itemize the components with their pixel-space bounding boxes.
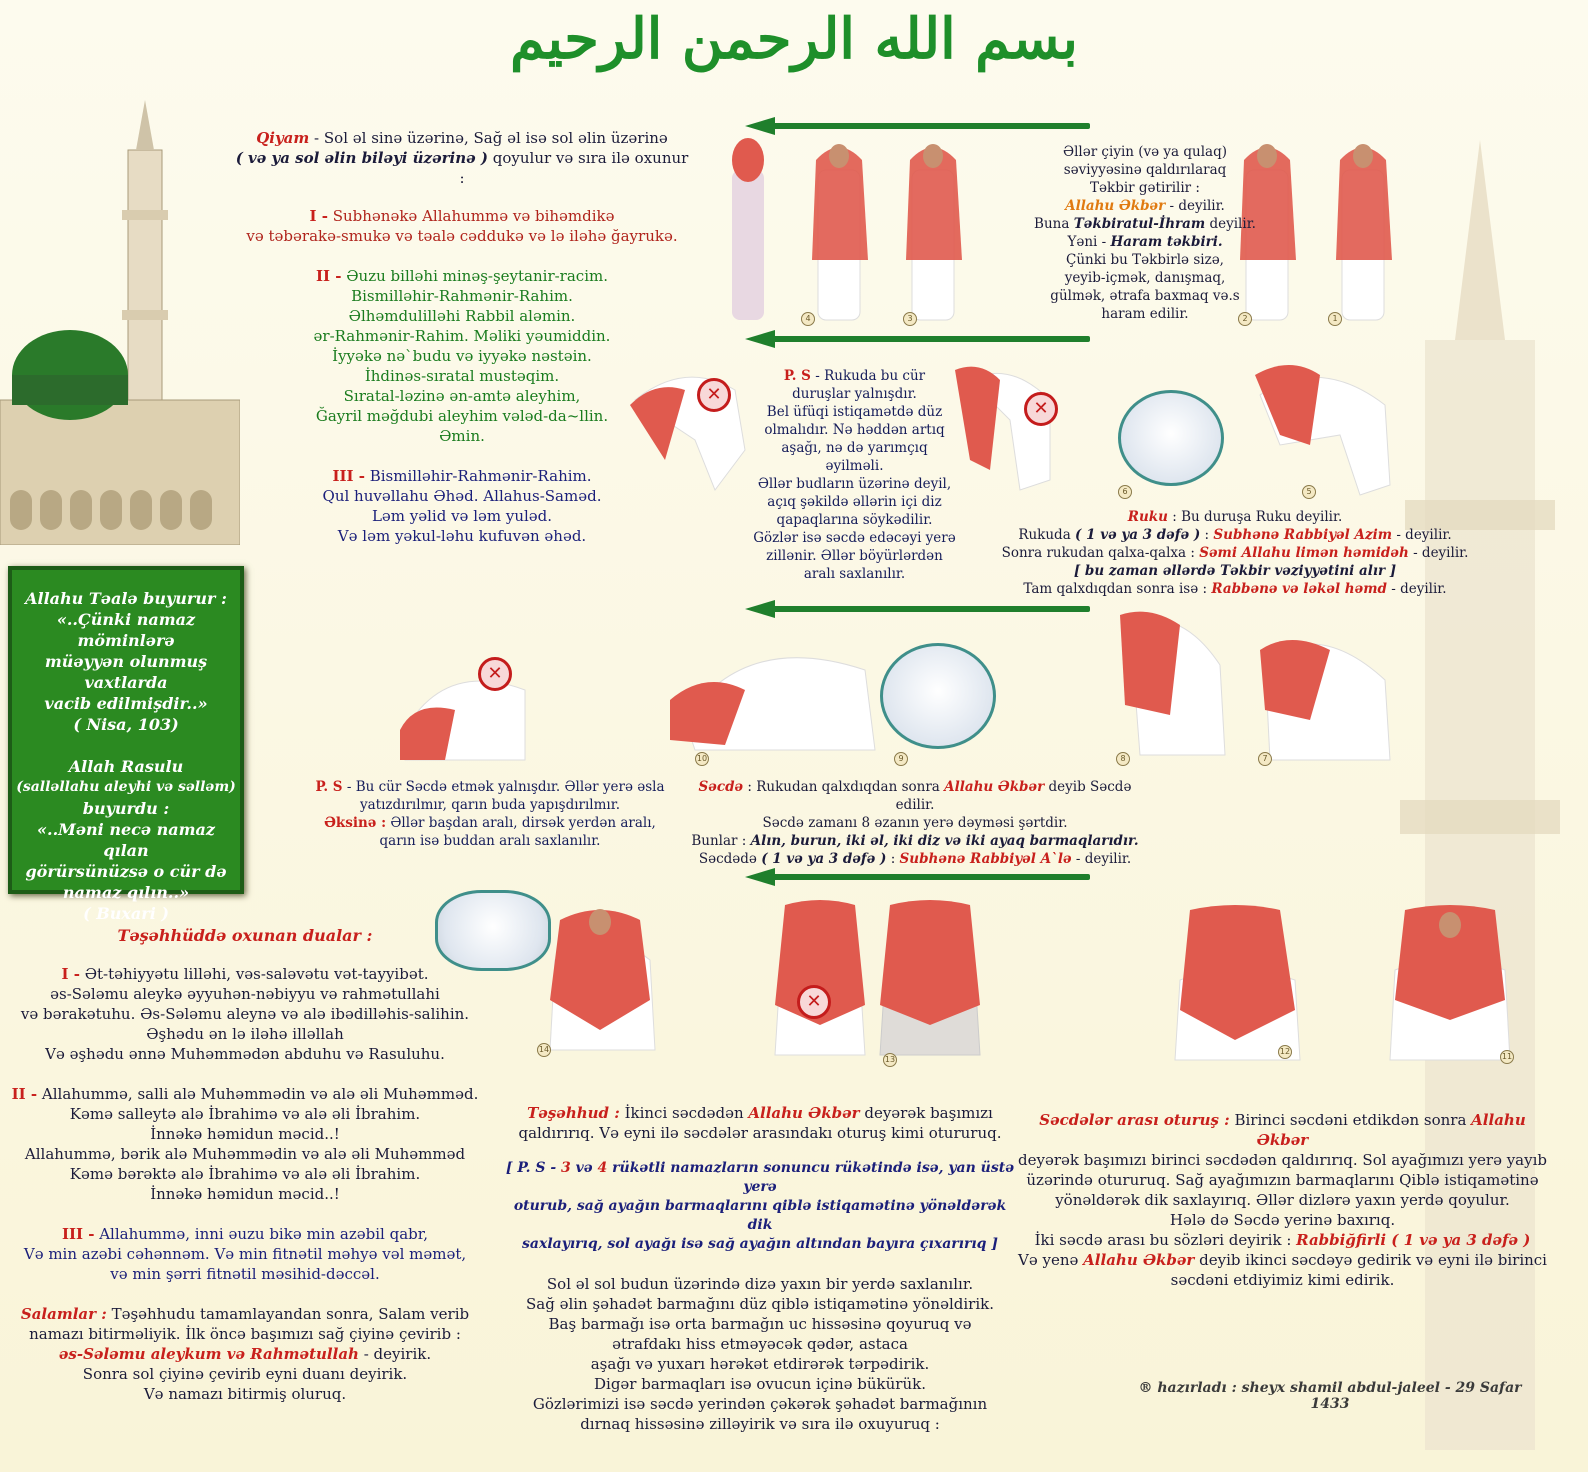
figure-number: 11 — [1500, 1050, 1514, 1064]
ps-line: - Bu cür Səcdə etmək yalnışdır. Əllər yerə əsla — [342, 779, 665, 795]
final-sitting-wrong-figure — [770, 895, 870, 1065]
quote-line: müəyyən olunmuş vaxtlarda — [44, 652, 208, 692]
ruku-line: - deyilir. — [1392, 527, 1452, 543]
sajda-body-parts: Alın, burun, iki əl, iki diz və iki ayaq barmaqlarıdır. — [750, 833, 1139, 849]
takbir-line: Təkbir gətirilir : — [1090, 180, 1200, 196]
dua-line: İnnəkə həmidun məcid..! — [150, 1185, 340, 1203]
dua-line: Və ləm yəkul-ləhu kufuvən əhəd. — [337, 527, 587, 545]
figure-number: 14 — [537, 1043, 551, 1057]
dua-line: Əşhədu ən lə iləhə illəllah — [146, 1025, 344, 1043]
rakah-number: 4 — [597, 1160, 608, 1176]
tashahhud-phrase: Allahu Əkbər — [748, 1104, 860, 1122]
dua-line: Bismilləhir-Rahmənir-Rahim. — [364, 467, 592, 485]
ruku-count: ( 1 və ya 3 dəfə ) — [1075, 527, 1201, 543]
ruku-line: Tam qalxdıqdan sonra isə : — [1023, 581, 1212, 597]
tashahhud-line: Gözlərimizi isə səcdə yerindən çəkərək şəhadət barmağının — [532, 1395, 988, 1413]
ps-line: qarın isə buddan aralı saxlanılır. — [379, 833, 601, 849]
takbir-line: yeyib-içmək, danışmaq, — [1064, 270, 1226, 286]
dua-line: Və əşhədu ənnə Muhəmmədən abduhu və Rasuluhu. — [45, 1045, 445, 1063]
salam-term: Salamlar : — [20, 1305, 107, 1323]
ps-label: P. S — [315, 779, 343, 795]
ps-line: qapaqlarına söykədilir. — [776, 512, 933, 528]
takbir-line: deyilir. — [1205, 216, 1256, 232]
quote-line: görürsünüzsə o cür də — [25, 862, 227, 881]
quote-line: buyurdu : — [82, 799, 170, 818]
sajda-kneeling-figure — [1250, 620, 1395, 765]
tashahhud-ps: saxlayırıq, sol ayağı isə sağ ayağın altından bayıra çıxarırıq ] — [522, 1236, 998, 1252]
dua-line: Və min azəbi cəhənnəm. Və min fitnətil məhyə vəl məmət, — [23, 1245, 467, 1263]
quote-line: Allah Rasulu — [68, 757, 184, 776]
sura-number: II - — [316, 267, 342, 285]
dua-number: I - — [61, 965, 80, 983]
dua-line: Ğayril məğdubi aleyhim vələd-da~llin. — [315, 407, 609, 425]
qiyam-line: qoyulur və sıra ilə oxunur : — [459, 149, 689, 187]
sajda-feet-zoom — [880, 643, 996, 749]
sajda-phrase: Allahu Əkbər — [944, 779, 1045, 795]
ps-line: yatızdırılmır, qarın buda yapışdırılmır. — [359, 797, 620, 813]
ruku-line: : Bu duruşa Ruku deyilir. — [1167, 509, 1343, 525]
dua-line: Kəmə bərəktə alə İbrahimə və alə əli İbrahim. — [69, 1165, 421, 1183]
tashahhud-line: Digər barmaqları isə ovucun içinə bükürük. — [594, 1375, 926, 1393]
ruku-line: - deyilir. — [1386, 581, 1447, 597]
figure-number: 10 — [695, 752, 709, 766]
qiyam-line: - Sol əl sinə üzərinə, Sağ əl isə sol əlin üzərinə — [309, 129, 668, 147]
quote-line: «..Çünki namaz möminlərə — [56, 610, 196, 650]
sajda-text — [680, 778, 1150, 868]
sajda-line: : — [886, 851, 900, 867]
dua-line: Əlhəmdulilləhi Rabbil aləmin. — [348, 307, 576, 325]
tashahhud-ps: oturub, sağ ayağın barmaqlarını qiblə istiqamətinə yönəldərək dik — [513, 1198, 1007, 1233]
dua-line: İhdinəs-sıratal mustəqim. — [364, 367, 560, 385]
figure-number: 3 — [903, 312, 917, 326]
sajda-line: deyib Səcdə edilir. — [895, 779, 1132, 813]
sajda-line: Səcdə zamanı 8 əzanın yerə dəyməsi şərtdir. — [762, 815, 1068, 831]
ruku-dhikr: Rabbənə və ləkəl həmd — [1211, 581, 1387, 597]
rakah-number: 3 — [561, 1160, 571, 1176]
takbir-line: Yəni - — [1067, 234, 1111, 250]
salam-line: Sonra sol çiyinə çevirib eyni duanı deyirik. — [82, 1365, 408, 1383]
ps-line: olmalıdır. Nə həddən artıq — [764, 422, 945, 438]
ps-line: - Rukuda bu cür — [810, 368, 926, 384]
quote-line: (salləllahu aleyhi və səlləm) — [16, 779, 236, 795]
tashahhud-line: deyərək başımızı — [859, 1104, 993, 1122]
tashahhud-line: Sol əl sol budun üzərində dizə yaxın bir yerdə saxlanılır. — [546, 1275, 974, 1293]
sajda-ps-note — [300, 778, 680, 850]
standing-figures-qiyam — [720, 130, 970, 330]
between-phrase: Allahu Əkbər — [1256, 1111, 1526, 1149]
tashahhud-line: İkinci səcdədən — [619, 1104, 749, 1122]
ps-line: aşağı, nə də yarımçıq — [781, 440, 928, 456]
wrong-mark-icon: ✕ — [478, 657, 512, 691]
flow-arrow-3 — [745, 600, 1090, 618]
quote-line: vacib edilmişdir..» — [44, 694, 208, 713]
tashahhud-line: Baş barmağı isə orta barmağın uc hissəsinə qoyuruq və — [548, 1315, 972, 1333]
tashahhud-ps: və — [570, 1160, 598, 1176]
dua-line: Subhənəkə Allahummə və bihəmdikə — [327, 207, 615, 225]
dua-line: İyyəkə nə`budu və iyyəkə nəstəin. — [332, 347, 592, 365]
quote-line: ( Buxari ) — [83, 904, 169, 923]
wrong-mark-icon: ✕ — [1024, 392, 1058, 426]
ruku-wrong-figure-2 — [950, 360, 1065, 500]
ruku-line: Sonra rukudan qalxa-qalxa : — [1001, 545, 1200, 561]
between-line: deyərək başımızı birinci səcdədən qaldırırıq. Sol ayağımızı yerə yayıb — [1017, 1151, 1547, 1169]
sajda-term: Səcdə — [698, 779, 744, 795]
takbir-phrase: Allahu Əkbər — [1065, 198, 1166, 214]
takbir-line: Buna — [1034, 216, 1074, 232]
flow-arrow-4 — [745, 868, 1090, 886]
between-line: səcdəni etdiyimiz kimi edirik. — [1170, 1271, 1395, 1289]
dua-line: və min şərri fitnətil məsihid-dəccəl. — [110, 1265, 380, 1283]
wrong-mark-icon: ✕ — [697, 378, 731, 412]
dua-line: Bismilləhir-Rahmənir-Rahim. — [351, 287, 573, 305]
qiyam-term: Qiyam — [256, 129, 310, 147]
tashahhud-term: Təşəhhud : — [527, 1104, 620, 1122]
ruku-line: Rukuda — [1018, 527, 1076, 543]
quote-line: ( Nisa, 103) — [73, 715, 179, 734]
quote-line: namaz qılın..» — [62, 883, 190, 902]
sajda-line: Bunlar : — [691, 833, 751, 849]
ps-line: zillənir. Əllər böyürlərdən — [766, 548, 943, 564]
mosque-image — [0, 100, 240, 545]
ruku-line: - deyilir. — [1408, 545, 1469, 561]
author-credit: ® hazırladı : sheyx shamil abdul-jaleel - 29 Safar 1433 — [1138, 1380, 1522, 1412]
between-line: yönəldərək dik saxlayırıq. Əllər dizlərə yaxın yerdə qoyulur. — [1055, 1191, 1510, 1209]
wrong-mark-icon: ✕ — [797, 985, 831, 1019]
dua-line: ər-Rahmənir-Rahim. Məliki yəumiddin. — [313, 327, 611, 345]
ruku-note: [ bu zaman əllərdə Təkbir vəziyyətini alır ] — [1073, 563, 1397, 579]
between-line: İki səcdə arası bu sözləri deyirik : — [1034, 1231, 1297, 1249]
ps-line: duruşlar yalnışdır. — [792, 386, 917, 402]
tashahhud-line: dırnaq hissəsinə zilləyirik və sıra ilə oxuyuruq : — [580, 1415, 940, 1433]
ps-line: Əllər başdan aralı, dirsək yerdən aralı, — [386, 815, 656, 831]
figure-number: 8 — [1116, 752, 1130, 766]
ruku-dhikr: Subhənə Rabbiyəl Azim — [1213, 527, 1393, 543]
sajda-going-down-figure — [1110, 605, 1235, 765]
between-term: Səcdələr arası oturuş : — [1039, 1111, 1230, 1129]
between-sajda-figure — [1385, 900, 1515, 1070]
sajda-line: : Rukudan qalxdıqdan sonra — [743, 779, 945, 795]
dua-line: Allahummə, bərik alə Muhəmmədin və alə əli Muhəmməd — [24, 1145, 466, 1163]
sura-number: III - — [332, 467, 365, 485]
basmala-title: بسم الله الرحمن الرحيم — [510, 6, 1078, 72]
ruku-dhikr: Səmi Allahu limən həmidəh — [1199, 545, 1409, 561]
takbir-line: - deyilir. — [1165, 198, 1225, 214]
ruku-term: Ruku — [1127, 509, 1168, 525]
ruku-correct-figure — [1250, 355, 1395, 500]
dua-line: və bərakətuhu. Əs-Sələmu aleynə və alə ibədilləhis-salihin. — [20, 1005, 470, 1023]
figure-number: 13 — [883, 1053, 897, 1067]
between-line: Və yenə — [1018, 1251, 1084, 1269]
figure-number: 4 — [801, 312, 815, 326]
dua-line: Allahummə, inni əuzu bikə min azəbil qabr, — [94, 1225, 429, 1243]
salam-phrase: əs-Sələmu aleykum və Rahmətullah — [58, 1345, 359, 1363]
tashahhud-line: qaldırırıq. Və eyni ilə səcdələr arasındakı oturuş kimi otururuq. — [518, 1124, 1002, 1142]
figure-number: 7 — [1258, 752, 1272, 766]
ps-line: açıq şəkildə əllərin içi diz — [767, 494, 942, 510]
figure-number: 12 — [1278, 1045, 1292, 1059]
figure-number: 1 — [1328, 312, 1342, 326]
dua-line: Əuzu billəhi minəş-şeytanir-racim. — [341, 267, 608, 285]
dua-number: II - — [11, 1085, 38, 1103]
takbir-line: haram edilir. — [1101, 306, 1189, 322]
quote-line: Allahu Təalə buyurur : — [25, 589, 227, 608]
duas-title: Təşəhhüddə oxunan dualar : — [117, 926, 373, 945]
dua-line: Sıratal-ləzinə ən-amtə aleyhim, — [343, 387, 581, 405]
sajda-correct-figure — [665, 630, 885, 760]
between-line: deyib ikinci səcdəyə gedirik və eyni ilə birinci — [1194, 1251, 1547, 1269]
takbir-term: Haram təkbiri. — [1110, 234, 1223, 250]
dua-line: Ət-təhiyyətu lilləhi, vəs-saləvətu vət-tayyibət. — [79, 965, 429, 983]
takbir-line: gülmək, ətrafa baxmaq və.s — [1050, 288, 1240, 304]
hadith-quote-box — [8, 566, 244, 923]
takbir-line: səviyyəsinə qaldırılaraq — [1063, 162, 1227, 178]
between-line: Birinci səcdəni etdikdən sonra — [1229, 1111, 1472, 1129]
dua-line: əs-Sələmu aleykə əyyuhən-nəbiyyu və rahmətullahi — [50, 985, 440, 1003]
ps-line: Əllər budların üzərinə deyil, — [757, 476, 952, 492]
ps-line: Gözlər isə səcdə edəcəyi yerə — [753, 530, 956, 546]
dua-line: Kəmə salleytə alə İbrahimə və alə əli İbrahim. — [69, 1105, 421, 1123]
dua-number: III - — [61, 1225, 95, 1243]
flow-arrow-2 — [745, 330, 1090, 348]
dua-line: İnnəkə həmidun məcid..! — [150, 1125, 340, 1143]
takbir-text — [1030, 143, 1260, 323]
figure-number: 2 — [1238, 312, 1252, 326]
tashahhud-duas — [0, 926, 490, 1404]
dua-line: Allahummə, salli alə Muhəmmədin və alə əli Muhəmməd. — [37, 1085, 479, 1103]
ps-label: P. S — [783, 368, 811, 384]
tashahhud-line: Sağ əlin şəhadət barmağını düz qiblə istiqamətinə yönəldirik. — [526, 1295, 994, 1313]
dua-line: Qul huvəllahu Əhəd. Allahus-Saməd. — [322, 487, 602, 505]
hands-on-knees-zoom — [1118, 390, 1224, 486]
ps-line: aralı saxlanılır. — [803, 566, 906, 582]
dua-line: Ləm yəlid və ləm yuləd. — [371, 507, 553, 525]
figure-number: 5 — [1302, 485, 1316, 499]
salam-line: namazı bitirməliyik. İlk öncə başımızı sağ çiyinə çevirib : — [29, 1325, 461, 1343]
qiyam-text — [232, 128, 692, 546]
dua-line: Əmin. — [439, 427, 485, 445]
final-sitting-figure — [875, 895, 985, 1065]
sajda-wrong-figure — [395, 650, 535, 770]
between-line: Hələ də Səcdə yerinə baxırıq. — [1169, 1211, 1396, 1229]
dua-line: və təbərakə-smukə və təalə cəddukə və lə iləhə ğayrukə. — [246, 227, 678, 245]
sajda-line: - deyilir. — [1071, 851, 1132, 867]
takbir-line: Əllər çiyin (və ya qulaq) — [1063, 144, 1227, 160]
figure-number: 6 — [1118, 485, 1132, 499]
quote-line: «..Məni necə namaz qılan — [37, 820, 215, 860]
ps-line: əyilməli. — [825, 458, 884, 474]
between-line: üzərində otururuq. Sağ ayağımızın barmaqlarını Qiblə istiqamətinə — [1026, 1171, 1539, 1189]
tashahhud-ps: rükətli namazların sonuncu rükətində isə, yan üstə yerə — [607, 1160, 1015, 1195]
tashahhud-line: aşağı və yuxarı hərəkət etdirərək tərpədirik. — [590, 1355, 930, 1373]
ruku-text — [1000, 508, 1470, 598]
salam-line: Təşəhhudu tamamlayandan sonra, Salam verib — [106, 1305, 470, 1323]
takbir-line: Çünki bu Təkbirlə sizə, — [1066, 252, 1224, 268]
figure-number: 9 — [894, 752, 908, 766]
ruku-ps-note — [752, 367, 957, 583]
ps-label: Əksinə : — [324, 815, 387, 831]
ps-line: Bel üfüqi istiqamətdə düz — [766, 404, 943, 420]
ruku-line: : — [1200, 527, 1214, 543]
sajda-dhikr: Subhənə Rabbiyəl A`lə — [899, 851, 1072, 867]
salam-line: Və namazı bitirmiş oluruq. — [143, 1385, 347, 1403]
tashahhud-ps: [ P. S - — [505, 1160, 561, 1176]
salam-line: - deyirik. — [358, 1345, 432, 1363]
sajda-count: ( 1 və ya 3 dəfə ) — [761, 851, 887, 867]
sajda-line: Səcdədə — [698, 851, 762, 867]
sura-number: I - — [309, 207, 328, 225]
tashahhud-line: ətrafdakı hiss etməyəcək qədər, astaca — [612, 1335, 908, 1353]
tashahhud-text — [500, 1103, 1020, 1434]
between-sajdas-text — [1015, 1110, 1550, 1290]
qiyam-line: ( və ya sol əlin biləyi üzərinə ) — [235, 149, 488, 167]
between-phrase: Allahu Əkbər — [1083, 1251, 1195, 1269]
between-dhikr: Rabbiğfirli — [1296, 1231, 1387, 1249]
tashahhud-figure — [540, 900, 665, 1060]
between-count: ( 1 və ya 3 dəfə ) — [1386, 1231, 1531, 1249]
takbir-term: Təkbiratul-İhram — [1073, 216, 1206, 232]
